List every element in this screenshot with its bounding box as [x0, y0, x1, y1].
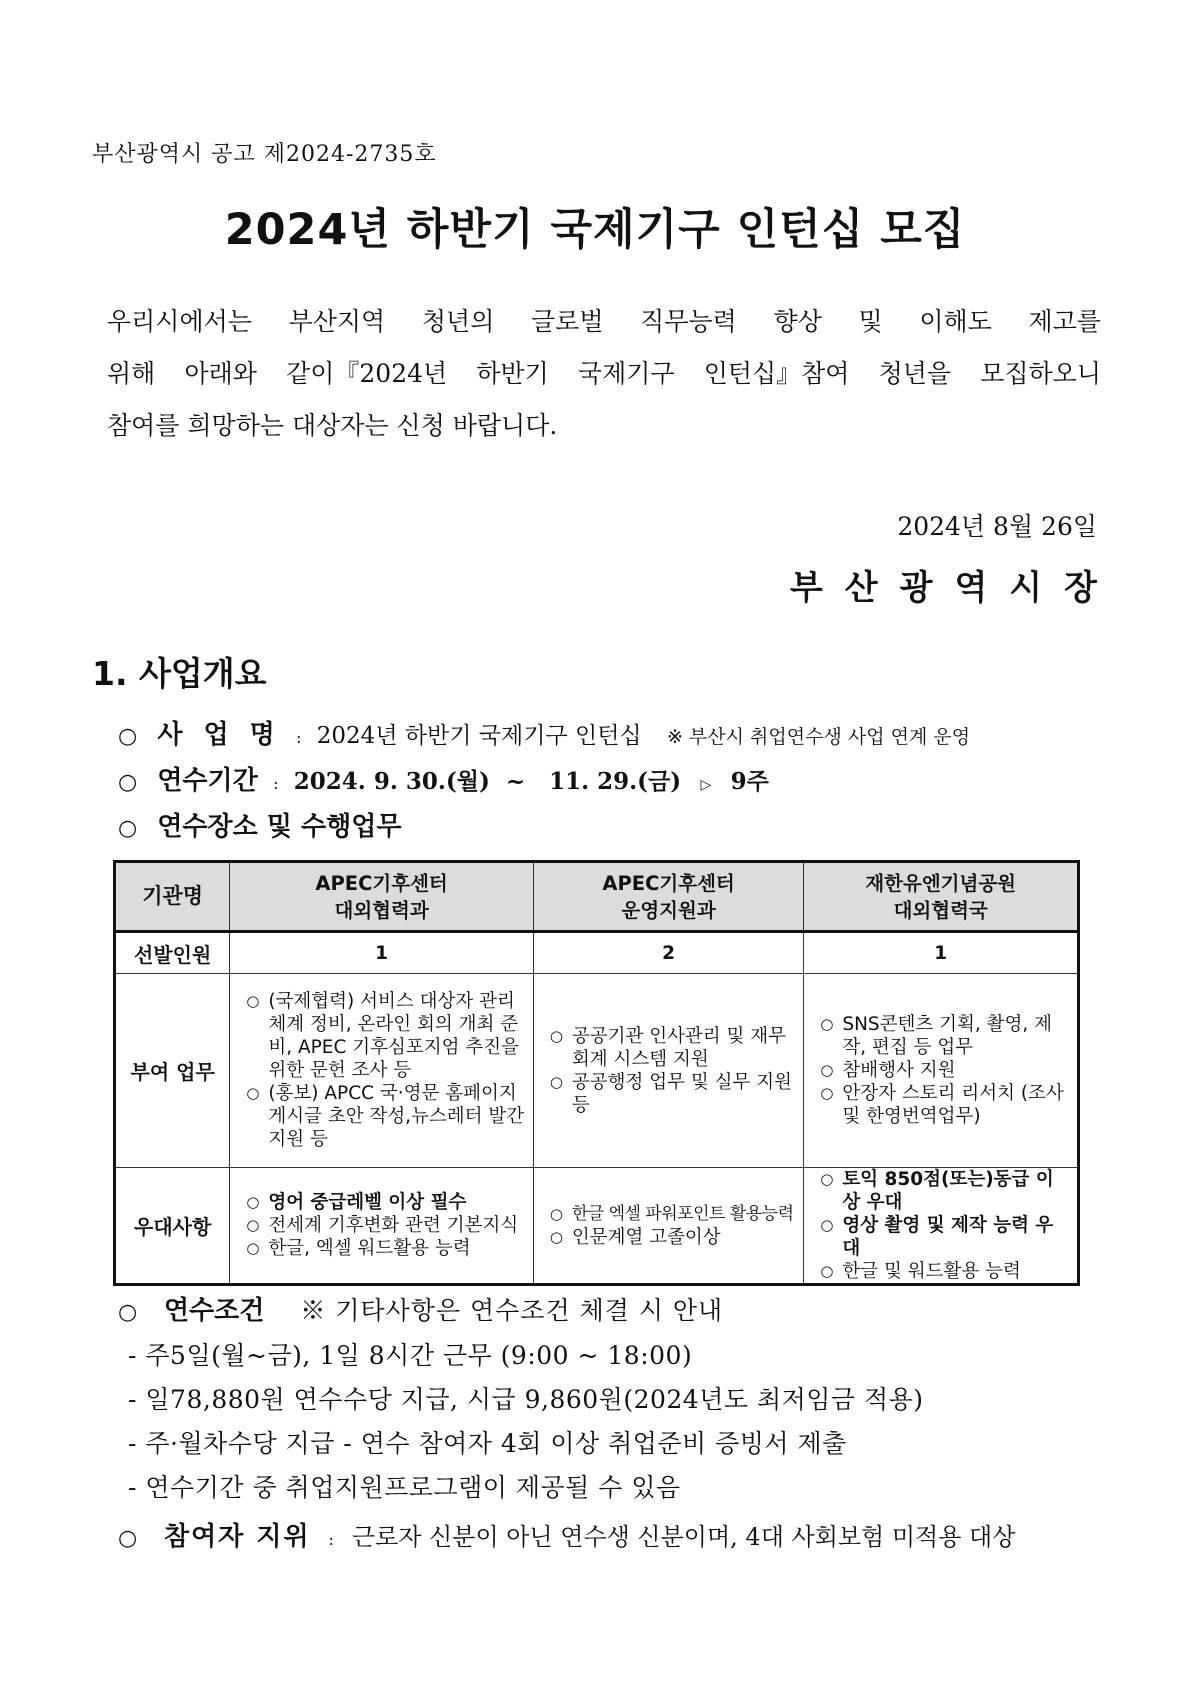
list-item: ○ SNS콘텐츠 기획, 촬영, 제작, 편집 등 업무	[820, 1013, 1071, 1059]
conditions-label: 연수조건	[163, 1296, 265, 1326]
circle-bullet-icon: ○	[118, 770, 138, 795]
status-label: 참여자 지위	[163, 1522, 311, 1552]
list-item: ○ 한글, 엑셀 워드활용 능력	[246, 1237, 527, 1260]
pref-cell	[230, 1168, 534, 1285]
list-item: ○ 공공기관 인사관리 및 재무회계 시스템 지원	[550, 1025, 798, 1071]
org-header-3: 재한유엔기념공원 대외협력국	[804, 862, 1079, 932]
business-name-label: 사 업 명	[157, 720, 281, 750]
table-row-count	[115, 932, 1079, 974]
triangle-right-icon: ▷	[700, 777, 712, 793]
condition-line: - 주5일(월~금), 1일 8시간 근무 (9:00 ~ 18:00)	[128, 1341, 693, 1370]
circle-bullet-icon: ○	[118, 816, 138, 841]
period-label: 연수기간	[157, 766, 258, 796]
list-item: ○ (홍보) APCC 국·영문 홈페이지 게시글 초안 작성,뉴스레터 발간 지원 등	[246, 1082, 527, 1151]
list-item: ○ 인문계열 고졸이상	[550, 1226, 798, 1249]
condition-line: - 주·월차수당 지급 - 연수 참여자 4회 이상 취업준비 증빙서 제출	[128, 1429, 847, 1458]
notice-date: 2024년 8월 26일	[897, 512, 1097, 541]
duties-cell	[804, 974, 1079, 1168]
list-item: ○ (국제협력) 서비스 대상자 관리체계 정비, 온라인 회의 개최 준비, APEC 기후심포지엄 추진을 위한 문헌 조사 등	[246, 990, 527, 1082]
period-item: ○ 연수기간 : 2024. 9. 30.(월) ~ 11. 29.(금) ▷ 9주	[118, 766, 769, 796]
list-item: ○ 안장자 스토리 리서치 (조사 및 한영번역업무)	[820, 1082, 1071, 1128]
business-name-item: ○ 사 업 명 : 2024년 하반기 국제기구 인턴십 ※ 부산시 취업연수생 사업 연계 운영	[118, 720, 971, 750]
business-name-value: 2024년 하반기 국제기구 인턴십	[316, 723, 642, 749]
count-label: 선발인원	[115, 932, 230, 974]
org-header-2: APEC기후센터 운영지원과	[533, 862, 804, 932]
status-value: 근로자 신분이 아닌 연수생 신분이며, 4대 사회보험 미적용 대상	[351, 1523, 1016, 1551]
list-item: ○ 영어 중급레벨 이상 필수	[246, 1191, 527, 1214]
pref-cell	[804, 1168, 1079, 1285]
table-header-row	[115, 862, 1079, 932]
intro-paragraph	[107, 296, 1101, 452]
place-heading: 연수장소 및 수행업무	[157, 812, 402, 842]
issuer-signature: 부산광역시장	[789, 568, 1119, 608]
count-cell: 1	[804, 932, 1079, 974]
org-header-label: 기관명	[115, 862, 230, 932]
conditions-note: ※ 기타사항은 연수조건 체결 시 안내	[300, 1296, 724, 1325]
table-row-preferences	[115, 1168, 1079, 1285]
table-row-duties	[115, 974, 1079, 1168]
document-title: 2024년 하반기 국제기구 인턴십 모집	[224, 205, 966, 255]
condition-line: - 연수기간 중 취업지원프로그램이 제공될 수 있음	[128, 1473, 681, 1502]
business-name-note: ※ 부산시 취업연수생 사업 연계 운영	[666, 726, 971, 748]
count-cell: 1	[230, 932, 534, 974]
list-item: ○ 영상 촬영 및 제작 능력 우대	[820, 1214, 1071, 1260]
conditions-item	[118, 1290, 723, 1327]
pref-cell	[533, 1168, 804, 1285]
circle-bullet-icon: ○	[118, 1300, 138, 1325]
period-duration: 9주	[730, 768, 769, 795]
duties-cell	[230, 974, 534, 1168]
condition-line: - 일78,880원 연수수당 지급, 시급 9,860원(2024년도 최저임금 적용)	[128, 1385, 924, 1414]
circle-bullet-icon: ○	[118, 1526, 138, 1551]
section-heading: 1. 사업개요	[92, 654, 267, 693]
place-heading-item	[118, 806, 401, 843]
pref-label: 우대사항	[115, 1168, 230, 1285]
org-header-1: APEC기후센터 대외협력과	[230, 862, 534, 932]
circle-bullet-icon: ○	[118, 724, 138, 749]
list-item: ○ 한글 및 워드활용 능력	[820, 1260, 1071, 1283]
list-item: ○ 참배행사 지원	[820, 1059, 1071, 1082]
list-item: ○ 전세계 기후변화 관련 기본지식	[246, 1214, 527, 1237]
participant-status-item: ○ 참여자 지위 : 근로자 신분이 아닌 연수생 신분이며, 4대 사회보험 미적용 대상	[118, 1522, 1016, 1552]
duties-label: 부여 업무	[115, 974, 230, 1168]
list-item: ○ 한글 엑셀 파워포인트 활용능력	[550, 1203, 798, 1226]
placement-table	[113, 860, 1080, 1286]
duties-cell	[533, 974, 804, 1168]
notice-number: 부산광역시 공고 제2024-2735호	[92, 142, 437, 167]
list-item: ○ 토익 850점(또는)동급 이상 우대	[820, 1168, 1071, 1214]
list-item: ○ 공공행정 업무 및 실무 지원 등	[550, 1071, 798, 1117]
intro-line-2: 위해 아래와 같이『2024년 하반기 국제기구 인턴십』참여 청년을 모집하오니	[107, 359, 1101, 388]
intro-line-1: 우리시에서는 부산지역 청년의 글로벌 직무능력 향상 및 이해도 제고를	[107, 307, 1101, 336]
intro-line-3: 참여를 희망하는 대상자는 신청 바랍니다.	[107, 411, 558, 440]
count-cell: 2	[533, 932, 804, 974]
period-value: 2024. 9. 30.(월) ~ 11. 29.(금)	[293, 768, 682, 795]
